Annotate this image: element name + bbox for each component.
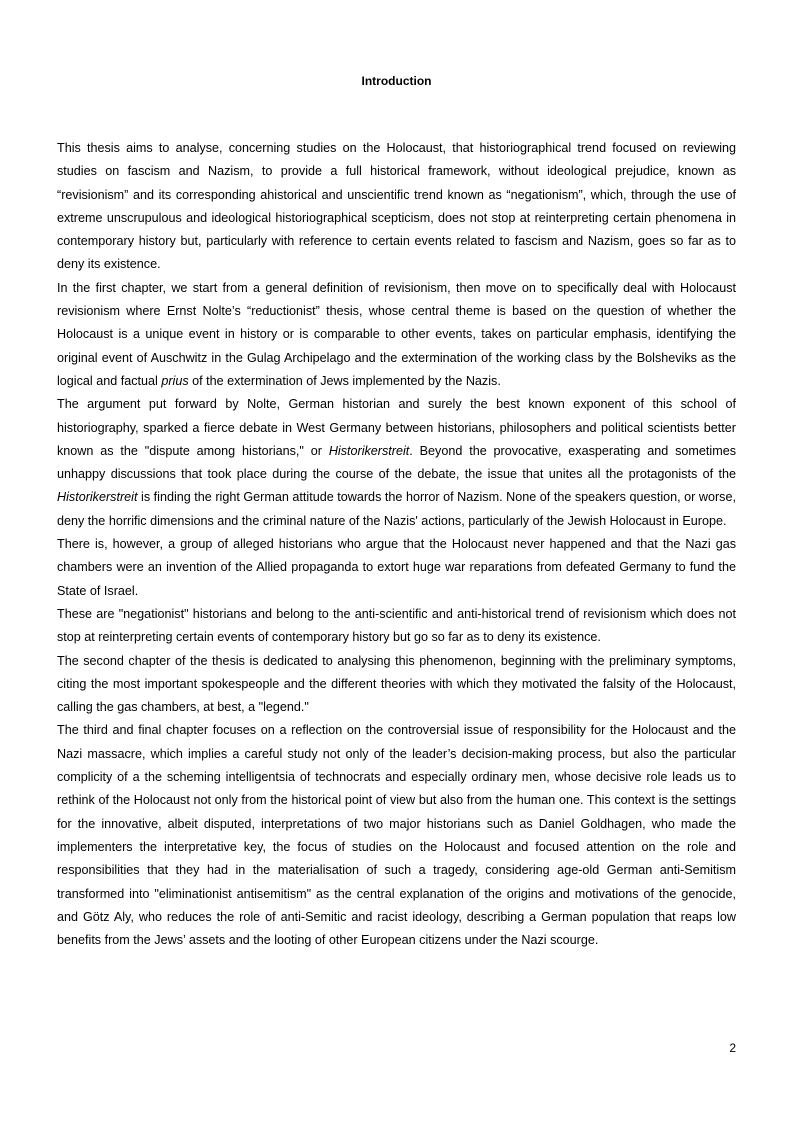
paragraph	[57, 277, 736, 393]
page-number: 2	[729, 1041, 736, 1055]
page-title: Introduction	[361, 74, 432, 88]
paragraph	[57, 533, 736, 603]
paragraph-text: of the extermination of Jews implemented by the Nazis.	[188, 373, 501, 388]
paragraph-text: The argument put forward by Nolte, German historian and surely the best known exponent of this school of historiography, sparked a fierce debate in West Germany between historians, philosophers and political scientists better known as the "dispute among historians," or	[57, 397, 736, 458]
paragraph	[57, 603, 736, 650]
italic-term: Historikerstreit	[328, 443, 410, 458]
paragraph-text: In the first chapter, we start from a general definition of revisionism, then move on to specifically deal with Holocaust revisionism where Ernst Nolte’s “reductionist” thesis, whose central theme is based on the question of whether the Holocaust is a unique event in history or is comparable to other events, takes on particular emphasis, identifying the original event of Auschwitz in the Gulag Archipelago and the extermination of the working class by the Bolsheviks as the logical and factual	[57, 280, 736, 388]
paragraph-text: The second chapter of the thesis is dedicated to analysing this phenomenon, beginning with the preliminary symptoms, citing the most important spokespeople and the different theories with which they motivated the falsity of the Holocaust, calling the gas chambers, at best, a "legend."	[57, 653, 736, 715]
paragraph-text: The third and final chapter focuses on a reflection on the controversial issue of responsibility for the Holocaust and the Nazi massacre, which implies a careful study not only of the leader’s decision-making process, but also the particular complicity of a the scheming intelligentsia of technocrats and especially ordinary men, whose decisive role leads us to rethink of the Holocaust not only from the historical point of view but also from the human one. This context is the settings for the innovative, albeit disputed, interpretations of two major historians such as Daniel Goldhagen, who made the implementers the interpretative key, the focus of studies on the Holocaust and focused attention on the role and responsibilities that they had in the materialisation of such a tragedy, considering age-old German anti-Semitism transformed into "eliminationist antisemitism" as the central explanation of the origins and motivations of the genocide, and Götz Aly, who reduces the role of anti-Semitic and racist ideology, describing a German population that reaps low benefits from the Jews’ assets and the looting of other European citizens under the Nazi scourge.	[57, 723, 736, 948]
paragraph	[57, 650, 736, 720]
paragraph-text: This thesis aims to analyse, concerning studies on the Holocaust, that historiographical trend focused on reviewing studies on fascism and Nazism, to provide a full historical framework, without ideological prejudice, known as “revisionism” and its corresponding ahistorical and unscientific trend known as “negationism”, which, through the use of extreme unscrupulous and ideological historiographical scepticism, does not stop at reinterpreting certain phenomena in contemporary history but, particularly with reference to certain events related to fascism and Nazism, goes so far as to deny its existence.	[57, 141, 736, 272]
paragraph	[57, 137, 736, 277]
body-text	[57, 137, 736, 952]
paragraph-text: . Beyond the provocative, exasperating and sometimes unhappy discussions that took place during the course of the debate, the issue that unites all the protagonists of the	[57, 443, 737, 482]
italic-term: prius	[161, 373, 189, 388]
paragraph-text: These are "negationist" historians and belong to the anti-scientific and anti-historical trend of revisionism which does not stop at reinterpreting certain events of contemporary history but go so far as to deny its existence.	[57, 606, 736, 645]
paragraph	[57, 393, 736, 533]
paragraph	[57, 719, 736, 952]
italic-term: Historikerstreit	[57, 490, 138, 505]
paragraph-text: is finding the right German attitude towards the horror of Nazism. None of the speakers question, or worse, deny the horrific dimensions and the criminal nature of the Nazis' actions, particularly of the Jewish Holocaust in Europe.	[57, 490, 736, 528]
paragraph-text: There is, however, a group of alleged historians who argue that the Holocaust never happened and that the Nazi gas chambers were an invention of the Allied propaganda to extort huge war reparations from defeated Germany to fund the State of Israel.	[57, 537, 736, 598]
